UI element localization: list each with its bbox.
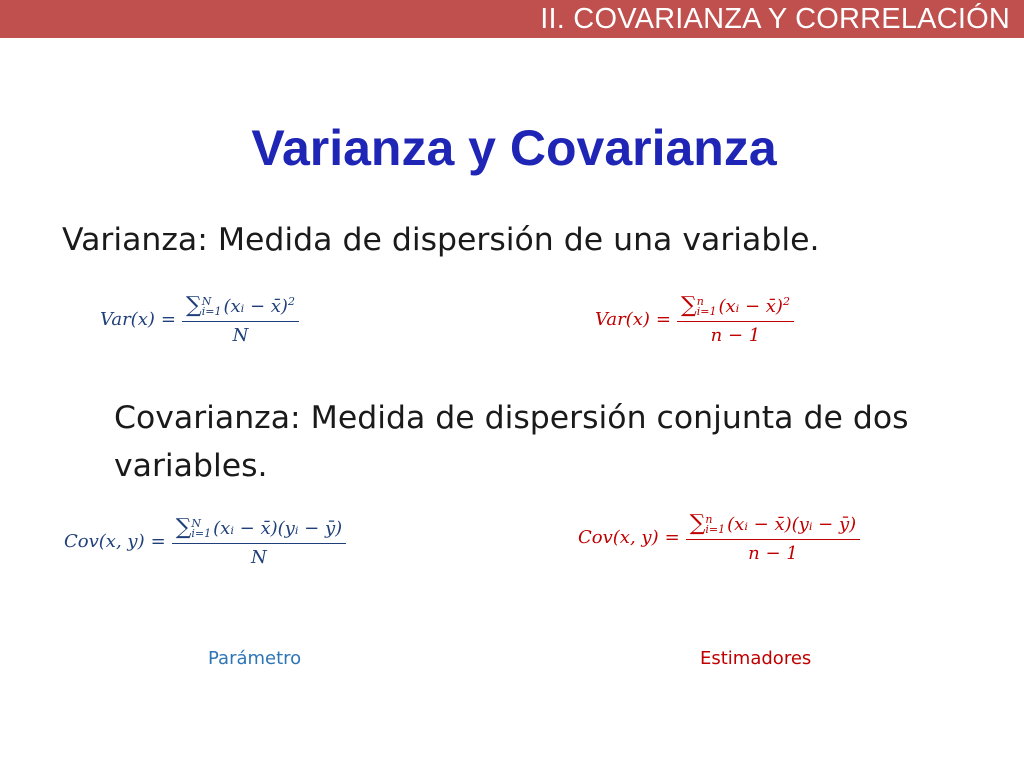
numerator-body: (xᵢ − x̄)(yᵢ − ȳ) bbox=[727, 514, 857, 535]
formula-lhs: Var(x) bbox=[595, 309, 650, 330]
equals-sign: = bbox=[160, 309, 176, 330]
sum-upper-limit: n bbox=[696, 295, 704, 308]
sum-lower-limit: i=1 bbox=[201, 305, 222, 318]
covarianza-definition-line2: variables. bbox=[114, 448, 268, 484]
equals-sign: = bbox=[655, 309, 671, 330]
covariance-estimator-formula bbox=[578, 511, 860, 564]
summation-icon: ∑ bbox=[185, 293, 202, 318]
formula-denominator: N bbox=[251, 547, 267, 568]
numerator-body: (xᵢ − x̄)(yᵢ − ȳ) bbox=[213, 518, 343, 539]
sum-limits bbox=[705, 515, 725, 535]
summation-icon: ∑ bbox=[689, 511, 706, 536]
sum-upper-limit: N bbox=[191, 517, 202, 530]
slide-title: Varianza y Covarianza bbox=[251, 120, 777, 176]
formula-fraction bbox=[182, 293, 299, 346]
equals-sign: = bbox=[150, 531, 166, 552]
formula-fraction bbox=[677, 293, 794, 346]
summation-icon: ∑ bbox=[680, 293, 697, 318]
sum-limits bbox=[202, 297, 222, 317]
formula-numerator bbox=[677, 293, 794, 322]
formula-denominator: N bbox=[232, 325, 249, 346]
variance-parameter-formula bbox=[100, 293, 299, 346]
section-title: II. COVARIANZA Y CORRELACIÓN bbox=[540, 3, 1010, 35]
numerator-body: (xᵢ − x̄) bbox=[223, 296, 288, 317]
formula-lhs: Cov(x, y) bbox=[578, 527, 659, 548]
sum-limits bbox=[697, 297, 717, 317]
summation-icon: ∑ bbox=[175, 515, 192, 540]
parameter-caption: Parámetro bbox=[208, 648, 302, 669]
sum-lower-limit: i=1 bbox=[191, 527, 212, 540]
varianza-definition: Varianza: Medida de dispersión de una variable. bbox=[62, 222, 820, 258]
formula-denominator: n − 1 bbox=[710, 325, 761, 346]
formula-numerator bbox=[686, 511, 860, 540]
section-header-bar bbox=[0, 0, 1024, 38]
equals-sign: = bbox=[664, 527, 680, 548]
numerator-power: 2 bbox=[287, 295, 295, 308]
formula-numerator bbox=[182, 293, 299, 322]
formula-lhs: Var(x) bbox=[100, 309, 155, 330]
formula-fraction bbox=[686, 511, 860, 564]
sum-upper-limit: N bbox=[201, 295, 212, 308]
formula-numerator bbox=[172, 515, 346, 544]
sum-limits bbox=[191, 519, 211, 539]
sum-lower-limit: i=1 bbox=[696, 305, 717, 318]
covariance-parameter-formula bbox=[64, 515, 346, 568]
estimators-caption: Estimadores bbox=[700, 648, 812, 669]
numerator-power: 2 bbox=[782, 295, 790, 308]
formula-lhs: Cov(x, y) bbox=[64, 531, 145, 552]
sum-lower-limit: i=1 bbox=[705, 523, 726, 536]
variance-estimator-formula bbox=[595, 293, 794, 346]
sum-upper-limit: n bbox=[705, 513, 713, 526]
formula-fraction bbox=[172, 515, 346, 568]
covarianza-definition-line1: Covarianza: Medida de dispersión conjunta de dos bbox=[114, 400, 909, 436]
numerator-body: (xᵢ − x̄) bbox=[718, 296, 783, 317]
formula-denominator: n − 1 bbox=[748, 543, 798, 564]
